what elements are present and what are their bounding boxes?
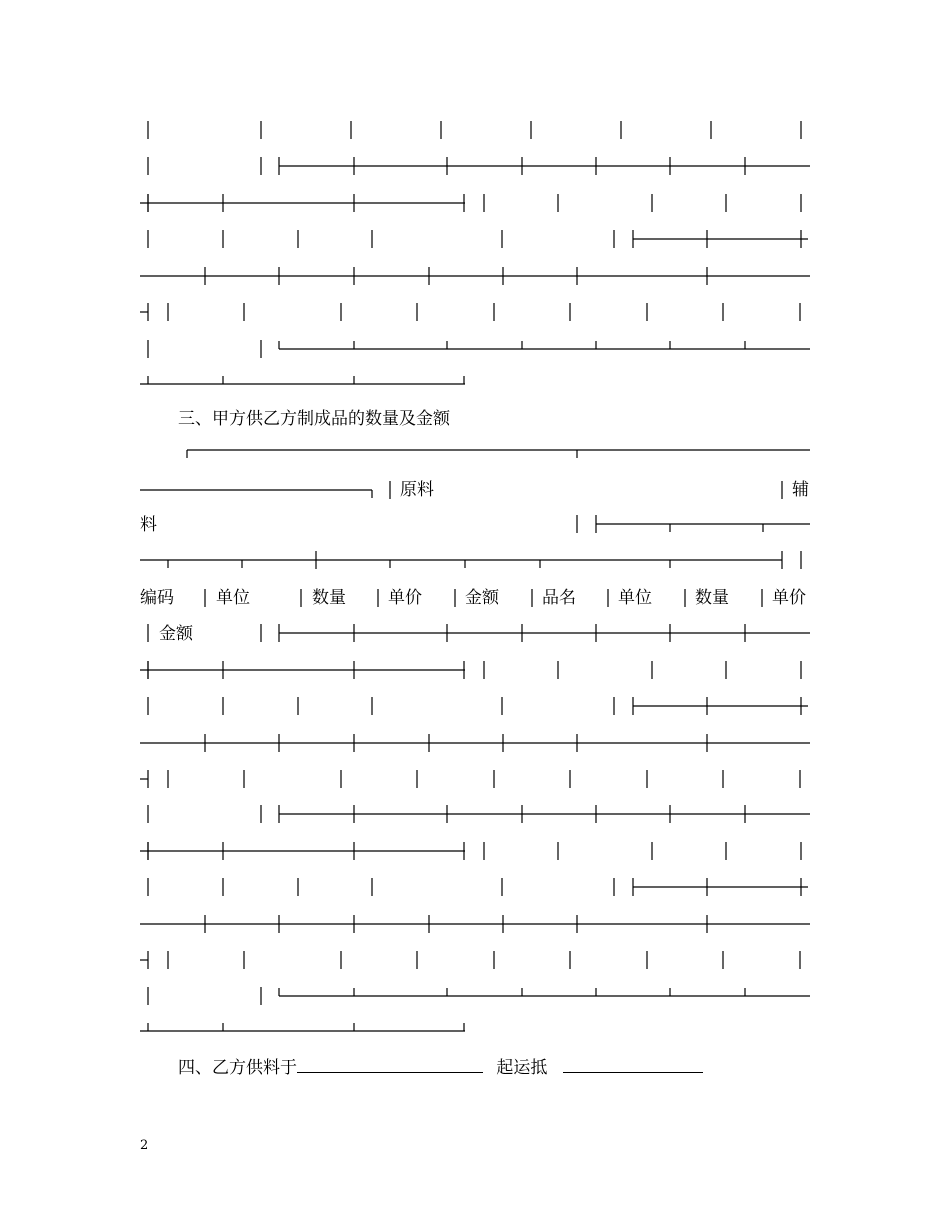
col-unit-price-2: 单价: [772, 588, 806, 608]
page-number: 2: [140, 1138, 149, 1153]
col-amount-2: 金额: [159, 624, 193, 644]
aux-material-label-2: 料: [140, 515, 157, 535]
destination-blank: [563, 1057, 703, 1073]
col-quantity: 数量: [312, 588, 346, 608]
col-amount: 金额: [465, 588, 499, 608]
col-unit-price: 单价: [388, 588, 422, 608]
aux-material-label-1: 辅: [792, 480, 809, 500]
section4-line: [178, 1057, 703, 1078]
col-quantity-2: 数量: [695, 588, 729, 608]
col-product-name: 品名: [542, 588, 576, 608]
section4-text-1: 四、乙方供料于: [178, 1058, 297, 1078]
col-unit: 单位: [216, 588, 250, 608]
origin-blank: [297, 1057, 483, 1073]
section3-heading: 三、甲方供乙方制成品的数量及金额: [178, 409, 450, 429]
section4-text-2: 起运抵: [496, 1058, 548, 1078]
col-unit-2: 单位: [618, 588, 652, 608]
raw-material-label: 原料: [400, 480, 434, 500]
col-code: 编码: [140, 588, 174, 608]
